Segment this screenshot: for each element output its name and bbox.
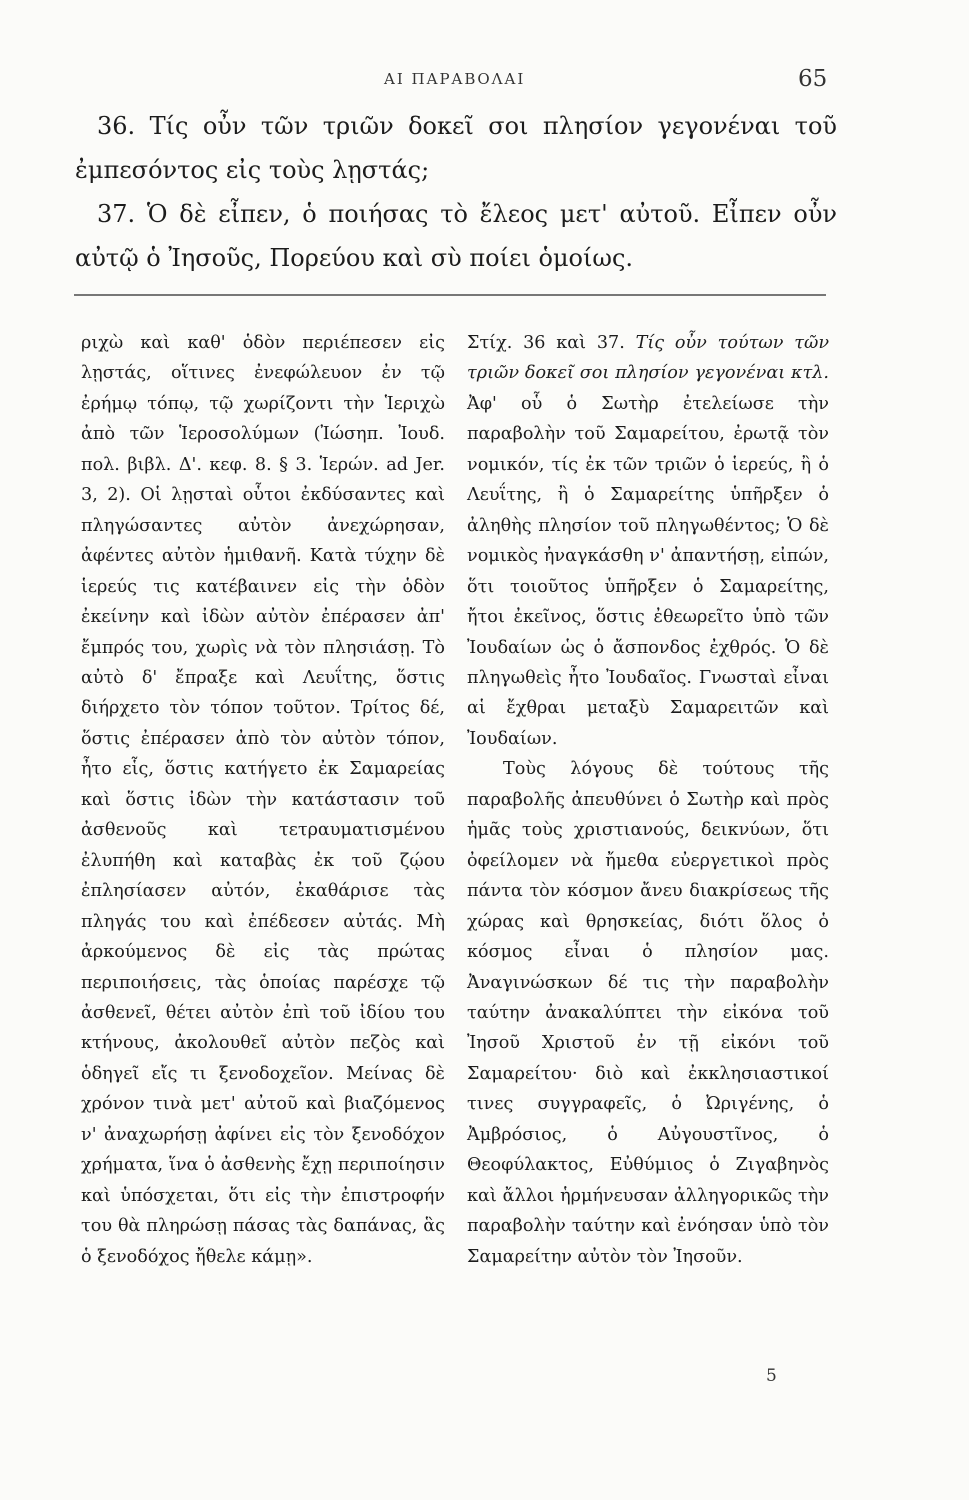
page-number: 65: [798, 66, 828, 92]
commentary-right-column: [467, 328, 829, 1272]
commentary-paragraph-2: Τοὺς λόγους δὲ τούτους τῆς παραβολῆς ἀπευθύνει ὁ Σωτὴρ καὶ πρὸς ἡμᾶς τοὺς χριστιανούς, δεικνύων, ὅτι ὀφείλομεν νὰ ἤμεθα εὐεργετικοὶ πρὸς πάντα τὸν κόσμον ἄνευ διακρίσεως τῆς χώρας καὶ θρησκείας, διότι ὅλος ὁ κόσμος εἶναι ὁ πλησίον μας. Ἀναγινώσκων δέ τις τὴν παραβολὴν ταύτην ἀνακαλύπτει τὴν εἰκόνα τοῦ Ἰησοῦ Χριστοῦ ἐν τῇ εἰκόνι τοῦ Σαμαρείτου· διὸ καὶ ἐκκλησιαστικοί τινες συγγραφεῖς, ὁ Ὠριγένης, ὁ Ἀμβρόσιος, ὁ Αὐγουστῖνος, ὁ Θεοφύλακτος, Εὐθύμιος ὁ Ζιγαβηνὸς καὶ ἄλλοι ἡρμήνευσαν ἀλληγορικῶς τὴν παραβολὴν ταύτην καὶ ἐνόησαν ὑπὸ τὸν Σαμαρείτην αὐτὸν τὸν Ἰησοῦν.: [467, 759, 829, 1267]
quoted-verse: Τίς οὖν τούτων τῶν τριῶν δοκεῖ σοι πλησίον γεγονέναι κτλ.: [467, 333, 830, 384]
section-divider: [74, 294, 826, 296]
commentary-left-column: [81, 328, 445, 1272]
commentary-left-text: ριχὼ καὶ καθ' ὁδὸν περιέπεσεν εἰς λῃστάς, οἵτινες ἐνεφώλευον ἐν τῷ ἐρήμῳ τόπῳ, τῷ χωρίζοντι τὴν Ἱεριχὼ ἀπὸ τῶν Ἱεροσολύμων (Ἰώσηπ. Ἰουδ. πολ. βιβλ. Δ'. κεφ. 8. § 3. Ἱερών. ad Jer. 3, 2). Οἱ λῃσταὶ οὗτοι ἐκδύσαντες καὶ πληγώσαντες αὐτὸν ἀνεχώρησαν, ἀφέντες αὐτὸν ἡμιθανῆ. Κατὰ τύχην δὲ ἱερεύς τις κατέβαινεν εἰς τὴν ὁδὸν ἐκείνην καὶ ἰδὼν αὐτὸν ἐπέρασεν ἀπ' ἔμπρός του, χωρὶς νὰ τὸν πλησιάσῃ. Τὸ αὐτὸ δ' ἔπραξε καὶ Λευΐτης, ὅστις διήρχετο τὸν τόπον τοῦτον. Τρίτος δέ, ὅστις ἐπέρασεν ἀπὸ τὸν αὐτὸν τόπον, ἦτο εἷς, ὅστις κατήγετο ἐκ Σαμαρείας καὶ ὅστις ἰδὼν τὴν κατάστασιν τοῦ ἀσθενοῦς καὶ τετραυματισμένου ἐλυπήθη καὶ καταβὰς ἐκ τοῦ ζῴου ἐπλησίασεν αὐτόν, ἐκαθάρισε τὰς πληγάς του καὶ ἐπέδεσεν αὐτάς. Μὴ ἀρκούμενος δὲ εἰς τὰς πρώτας περιποιήσεις, τὰς ὁποίας παρέσχε τῷ ἀσθενεῖ, θέτει αὐτὸν ἐπὶ τοῦ ἰδίου του κτήνους, ἀκολουθεῖ αὐτὸν πεζὸς καὶ ὁδηγεῖ εἴς τι ξενοδοχεῖον. Μείνας δὲ χρόνον τινὰ μετ' αὐτοῦ καὶ βιαζόμενος ν' ἀναχωρήσῃ ἀφίνει εἰς τὸν ξενοδόχον χρήματα, ἵνα ὁ ἀσθενὴς ἔχῃ περιποίησιν καὶ ὑπόσχεται, ὅτι εἰς τὴν ἐπιστροφήν του θὰ πληρώσῃ πάσας τὰς δαπάνας, ἃς ὁ ξενοδόχος ἤθελε κάμῃ».: [81, 333, 445, 1267]
running-title: ΑΙ ΠΑΡΑΒΟΛΑΙ: [384, 70, 526, 88]
verses-block: [75, 104, 837, 280]
verse-37: 37. Ὁ δὲ εἶπεν, ὁ ποιήσας τὸ ἔλεος μετ' αὐτοῦ. Εἶπεν οὖν αὐτῷ ὁ Ἰησοῦς, Πορεύου καὶ σὺ ποίει ὁμοίως.: [75, 200, 837, 272]
commentary-paragraph-1: [467, 328, 829, 754]
verse-36: 36. Τίς οὖν τῶν τριῶν δοκεῖ σοι πλησίον γεγονέναι τοῦ ἐμπεσόντος εἰς τοὺς λῃστάς;: [75, 112, 837, 184]
commentary-paragraph-1-text: Ἀφ' οὗ ὁ Σωτὴρ ἐτελείωσε τὴν παραβολὴν τοῦ Σαμαρείτου, ἐρωτᾷ τὸν νομικόν, τίς ἐκ τῶν τριῶν ὁ ἱερεύς, ἢ ὁ Λευΐτης, ἢ ὁ Σαμαρείτης ὑπῆρξεν ὁ ἀληθὴς πλησίον τοῦ πληγωθέντος; Ὁ δὲ νομικὸς ἠναγκάσθη ν' ἀπαντήσῃ, εἰπών, ὅτι τοιοῦτος ὑπῆρξεν ὁ Σαμαρείτης, ἤτοι ἐκεῖνος, ὅστις ἐθεωρεῖτο ὑπὸ τῶν Ἰουδαίων ὡς ὁ ἄσπονδος ἐχθρός. Ὁ δὲ πληγωθεὶς ἦτο Ἰουδαῖος. Γνωσταὶ εἶναι αἱ ἔχθραι μεταξὺ Σαμαρειτῶν καὶ Ἰουδαίων.: [467, 393, 829, 749]
signature-mark: 5: [766, 1366, 777, 1386]
verse-reference: Στίχ. 36 καὶ 37.: [467, 333, 625, 353]
